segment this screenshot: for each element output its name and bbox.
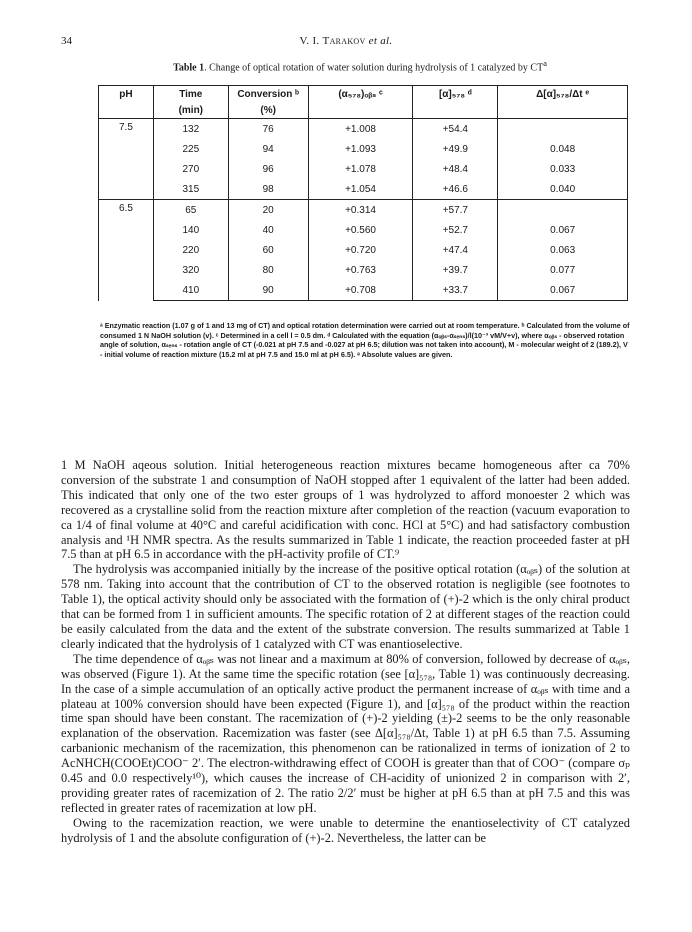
table-cell: +0.314	[308, 200, 413, 221]
running-head-etal: et al.	[365, 35, 393, 47]
table-cell: 40	[228, 220, 308, 240]
table-cell	[498, 119, 628, 140]
header-row	[99, 86, 628, 103]
table-cell: 0.040	[498, 179, 628, 200]
table-header	[99, 86, 628, 119]
table-cell: 270	[153, 159, 228, 179]
table-cell: 315	[153, 179, 228, 200]
ph-cell: 7.5	[99, 119, 154, 200]
body-text	[61, 458, 630, 846]
ph-cell: 6.5	[99, 200, 154, 301]
table-cell: 65	[153, 200, 228, 221]
table-footnote: ᵃ Enzymatic reaction (1.07 g of 1 and 13 mg of CT) and optical rotation determination were carried out at room temperature. ᵇ Calculated from the volume of consumed 1 N NaOH solution (v). ᶜ Determined in a cell l = 0.5 dm. ᵈ Calculated with the equation (αₒᵦₛ-αₛₑₙₛ)/l(10⁻³ vM/V+v), where αₒᵦₛ - observed rotation angle of solution, αₛₑₙₛ - rotation angle of CT (-0.021 at pH 7.5 and -0.027 at pH 6.5; dilution was not taken into account), M - molecular weight of 2 (189.2), V - initial volume of reaction mixture (15.2 ml at pH 7.5 and 15.0 ml at pH 6.5). ᵉ Absolute values are given.	[100, 321, 630, 359]
body-paragraph: The hydrolysis was accompanied initially by the increase of the positive optical rotation (αₒᵦₛ) of the solution at 578 nm. Taking into account that the contribution of CT to the observed rotation is negligible (see footnotes to Table 1), the optical activity should only be associated with the formation of (+)-2 which is the only chiral product that can be formed from 1 in sufficient amounts. The specific rotation of 2 at different stages of the reaction could be easily calculated from the data and the extent of the substrate conversion. The results summarized at Table 1 clearly indicated that the hydrolysis of 1 catalyzed with CT was enantioselective.	[61, 562, 630, 651]
column-header	[413, 102, 498, 119]
table-cell: +1.008	[308, 119, 413, 140]
table-cell: 20	[228, 200, 308, 221]
table-cell: +0.708	[308, 280, 413, 301]
table-row	[99, 159, 628, 179]
table-cell: 94	[228, 139, 308, 159]
body-paragraph: 1 M NaOH aqeous solution. Initial heterogeneous reaction mixtures became homogeneous after ca 70% conversion of the substrate 1 and consumption of NaOH stopped after 1 equivalent of the latter had been added. This indicated that only one of the two ester groups of 1 was hydrolyzed to afford monoester 2 which was recovered as a crystalline solid from the reaction mixture after completion of the reaction (vacuum evaporation to ca 1/4 of final volume at 40°C and careful acidification with conc. HCl at 5°C) and had satisfactory combustion analysis and ¹H NMR spectra. As the results summarized in Table 1 indicate, the reaction proceeded faster at pH 7.5 than at pH 6.5 in accordance with the pH-activity profile of CT.⁹	[61, 458, 630, 562]
body-paragraph: Owing to the racemization reaction, we were unable to determine the enantioselectivity of CT catalyzed hydrolysis of 1 and the absolute configuration of (+)-2. Nevertheless, the latter can be	[61, 815, 630, 845]
table-cell: +46.6	[413, 179, 498, 200]
table-cell: +47.4	[413, 240, 498, 260]
data-table	[98, 85, 628, 301]
table-cell: 80	[228, 260, 308, 280]
header-row	[99, 102, 628, 119]
table-cell: 76	[228, 119, 308, 140]
table-cell: 132	[153, 119, 228, 140]
table-cell: 410	[153, 280, 228, 301]
table-cell: +57.7	[413, 200, 498, 221]
table-cell: 0.033	[498, 159, 628, 179]
column-header	[498, 102, 628, 119]
table-cell: 220	[153, 240, 228, 260]
table-cell: 96	[228, 159, 308, 179]
table-cell: 225	[153, 139, 228, 159]
table-cell: 320	[153, 260, 228, 280]
table-caption	[90, 59, 630, 73]
table-cell: 0.048	[498, 139, 628, 159]
table-row	[99, 139, 628, 159]
table-cell: +0.560	[308, 220, 413, 240]
table-row	[99, 240, 628, 260]
column-header: (min)	[153, 102, 228, 119]
table-caption-label: Table 1	[173, 62, 205, 74]
column-header: [α]₅₇₈ ᵈ	[413, 86, 498, 103]
column-header: (α₅₇₈)ₒᵦₛ ᶜ	[308, 86, 413, 103]
running-head-initials: V. I.	[299, 35, 323, 47]
table-cell: 60	[228, 240, 308, 260]
column-header	[99, 102, 154, 119]
table-caption-text: . Change of optical rotation of water solution during hydrolysis of 1 catalyzed by CT	[204, 62, 544, 74]
table-row	[99, 280, 628, 301]
table-cell: +0.763	[308, 260, 413, 280]
table-row	[99, 260, 628, 280]
running-head	[0, 35, 692, 47]
column-header	[308, 102, 413, 119]
table-body	[99, 119, 628, 301]
table-cell: +48.4	[413, 159, 498, 179]
body-paragraph: The time dependence of αₒᵦₛ was not linear and a maximum at 80% of conversion, followed by decrease of αₒᵦₛ, was observed (Figure 1). At the same time the specific rotation (see [α]₅₇₈, Table 1) was continuously decreasing. In the case of a simple accumulation of an optically active product the permanent increase of αₒᵦₛ with time and a plateau at 100% conversion should have been expected (Figure 1), and [α]₅₇₈ of the product within the reaction time span should have been constant. The racemization of (+)-2 yielding (±)-2 seems to be the only reasonable explanation of the observation. Racemization was faster (see Δ[α]₅₇₈/Δt, Table 1) at pH 6.5 than 7.5. Assuming carbanionic mechanism of the racemization, this phenomenon can be rationalized in terms of ionization of 2 to AcNHCH(COOEt)COO⁻ 2′. The electron-withdrawing effect of COOH is greater than that of COO⁻ (compare σₚ 0.45 and 0.0 respectively¹⁰), which causes the increase of CH-acidity of unionized 2 in comparison with 2′, providing greater rates of racemization of 2. The ratio 2/2′ must be higher at pH 6.5 than at pH 7.5 and this was reflected in greater rates of racemization at low pH.	[61, 651, 630, 815]
table-cell: 0.067	[498, 280, 628, 301]
table-cell: +39.7	[413, 260, 498, 280]
table-row	[99, 200, 628, 221]
table-cell: +49.9	[413, 139, 498, 159]
running-head-author: Tarakov	[322, 35, 366, 47]
table-cell: 0.067	[498, 220, 628, 240]
table-cell: +52.7	[413, 220, 498, 240]
table-cell: +54.4	[413, 119, 498, 140]
table-cell: 0.077	[498, 260, 628, 280]
table-row	[99, 119, 628, 140]
table-row	[99, 179, 628, 200]
column-header: Time	[153, 86, 228, 103]
table-row	[99, 220, 628, 240]
column-header: Δ[α]₅₇₈/Δt ᵉ	[498, 86, 628, 103]
column-header: (%)	[228, 102, 308, 119]
table-cell	[498, 200, 628, 221]
table-cell: +1.078	[308, 159, 413, 179]
table-cell: +0.720	[308, 240, 413, 260]
table-cell: +33.7	[413, 280, 498, 301]
table-cell: +1.093	[308, 139, 413, 159]
table-caption-mark: a	[543, 59, 547, 68]
page-number: 34	[61, 35, 72, 47]
table-cell: 0.063	[498, 240, 628, 260]
column-header: Conversion ᵇ	[228, 86, 308, 103]
table-cell: 140	[153, 220, 228, 240]
table-cell: 90	[228, 280, 308, 301]
table-cell: +1.054	[308, 179, 413, 200]
table-cell: 98	[228, 179, 308, 200]
column-header: pH	[99, 86, 154, 103]
